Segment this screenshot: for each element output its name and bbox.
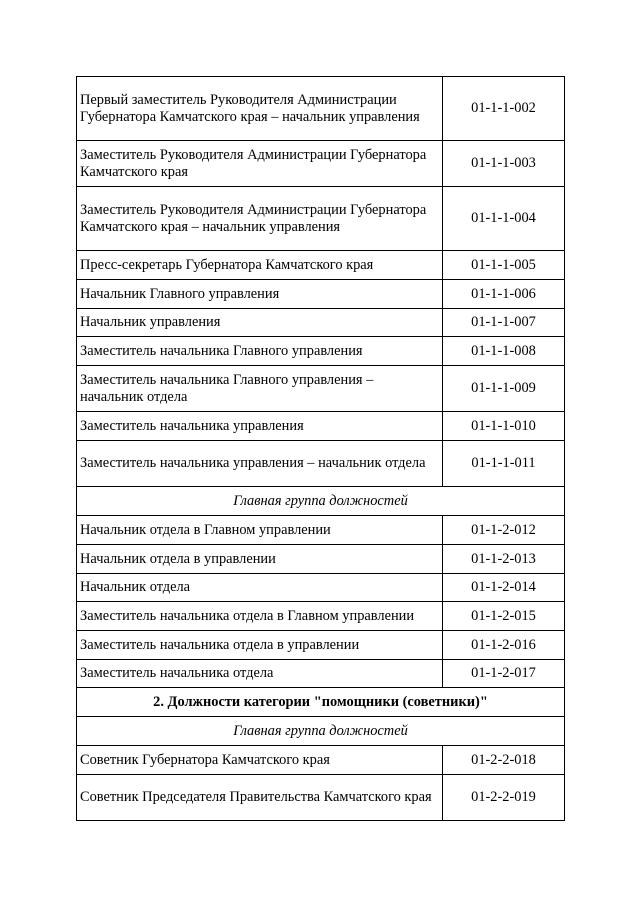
table-row [77, 251, 565, 280]
position-code: 01-1-1-007 [443, 309, 565, 337]
position-name: Начальник отдела в Главном управлении [77, 516, 443, 545]
table-row [77, 280, 565, 309]
position-code: 01-1-2-012 [443, 516, 565, 545]
group-row [77, 487, 565, 516]
position-code: 01-1-2-016 [443, 631, 565, 660]
table-row [77, 77, 565, 141]
position-code: 01-1-1-003 [443, 141, 565, 187]
group-heading: Главная группа должностей [77, 487, 565, 516]
position-name: Пресс-секретарь Губернатора Камчатского края [77, 251, 443, 280]
table-row [77, 631, 565, 660]
position-code: 01-1-1-002 [443, 77, 565, 141]
position-name: Заместитель Руководителя Администрации Губернатора Камчатского края [77, 141, 443, 187]
position-code: 01-1-1-009 [443, 366, 565, 412]
table-row [77, 366, 565, 412]
position-name: Заместитель начальника управления [77, 412, 443, 441]
table-row [77, 309, 565, 337]
position-code: 01-1-2-015 [443, 602, 565, 631]
position-name: Советник Губернатора Камчатского края [77, 746, 443, 775]
position-name: Начальник отдела в управлении [77, 545, 443, 574]
table-row [77, 412, 565, 441]
position-code: 01-1-2-017 [443, 660, 565, 688]
section-row [77, 688, 565, 717]
position-name: Заместитель начальника отдела в Главном управлении [77, 602, 443, 631]
position-code: 01-1-2-014 [443, 574, 565, 602]
position-name: Начальник отдела [77, 574, 443, 602]
group-heading: Главная группа должностей [77, 717, 565, 746]
position-name: Начальник управления [77, 309, 443, 337]
table-row [77, 187, 565, 251]
table-row [77, 337, 565, 366]
position-name: Заместитель Руководителя Администрации Губернатора Камчатского края – начальник управления [77, 187, 443, 251]
table-row [77, 545, 565, 574]
table-row [77, 746, 565, 775]
table-row [77, 660, 565, 688]
position-code: 01-1-1-004 [443, 187, 565, 251]
position-name: Советник Председателя Правительства Камчатского края [77, 775, 443, 821]
position-code: 01-1-1-008 [443, 337, 565, 366]
position-name: Первый заместитель Руководителя Администрации Губернатора Камчатского края – начальник управления [77, 77, 443, 141]
position-name: Заместитель начальника отдела в управлении [77, 631, 443, 660]
table-row [77, 602, 565, 631]
table-row [77, 574, 565, 602]
table-row [77, 141, 565, 187]
position-code: 01-2-2-018 [443, 746, 565, 775]
position-code: 01-1-2-013 [443, 545, 565, 574]
position-code: 01-1-1-005 [443, 251, 565, 280]
table-row [77, 775, 565, 821]
position-code: 01-2-2-019 [443, 775, 565, 821]
section-heading: 2. Должности категории "помощники (советники)" [77, 688, 565, 717]
table-row [77, 441, 565, 487]
position-code: 01-1-1-010 [443, 412, 565, 441]
position-name: Заместитель начальника Главного управления [77, 337, 443, 366]
position-code: 01-1-1-006 [443, 280, 565, 309]
position-name: Заместитель начальника управления – начальник отдела [77, 441, 443, 487]
positions-table [76, 76, 565, 821]
position-name: Начальник Главного управления [77, 280, 443, 309]
table-row [77, 516, 565, 545]
position-name: Заместитель начальника Главного управления – начальник отдела [77, 366, 443, 412]
position-name: Заместитель начальника отдела [77, 660, 443, 688]
group-row [77, 717, 565, 746]
position-code: 01-1-1-011 [443, 441, 565, 487]
